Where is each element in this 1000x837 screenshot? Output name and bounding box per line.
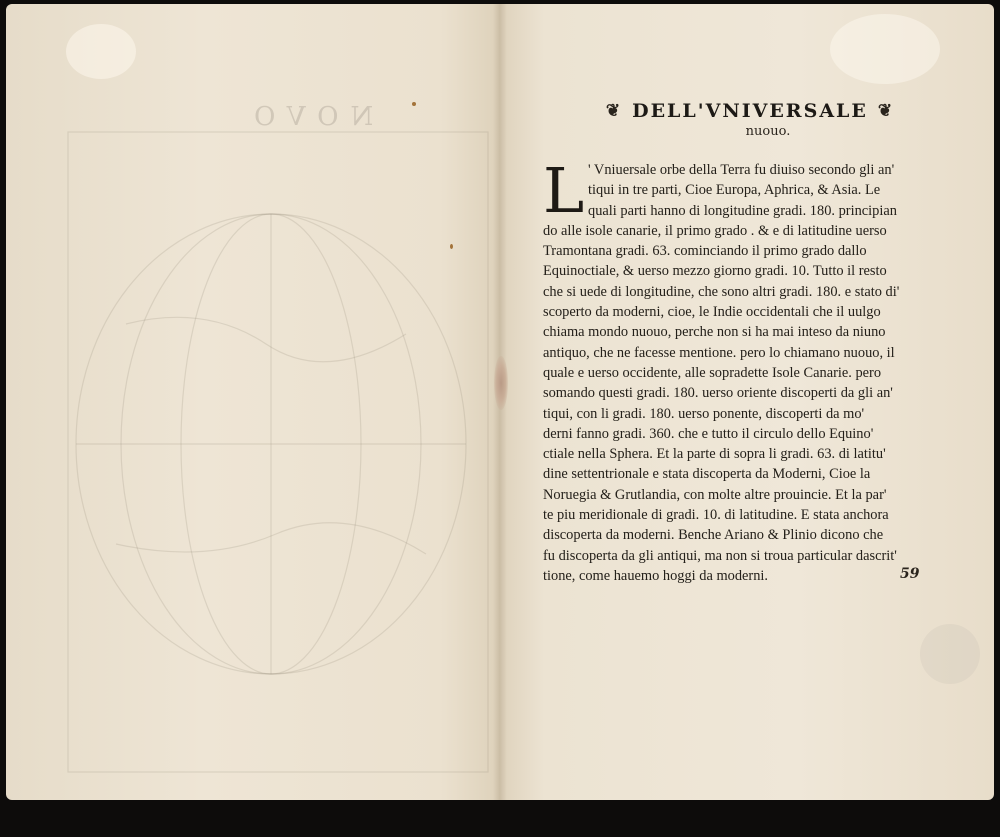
fleuron-left-icon: ❦ xyxy=(605,101,623,121)
text-line: derni fanno gradi. 360. che e tutto il circulo dello Equino' xyxy=(543,425,874,442)
foxing-stain xyxy=(920,624,980,684)
gutter-stain xyxy=(494,356,508,410)
text-line: antiquo, che ne facesse mentione. pero lo chiamano nuouo, il xyxy=(543,344,895,361)
show-through-title: NOVO xyxy=(242,102,374,132)
drop-cap: L xyxy=(543,154,585,227)
text-line: tiqui in tre parti, Cioe Europa, Aphrica, & Asia. Le xyxy=(588,182,881,199)
left-page xyxy=(6,4,500,800)
chapter-title: DELL'VNIVERSALE xyxy=(632,100,868,122)
ink-speck xyxy=(412,102,416,106)
body-text xyxy=(543,154,953,586)
text-line: scoperto da moderni, cioe, le Indie occidentali che il uulgo xyxy=(543,304,881,321)
text-line: fu discoperta da gli antiqui, ma non si troua particular dascrit' xyxy=(543,547,897,564)
text-line: tione, come hauemo hoggi da moderni. xyxy=(543,567,768,584)
foxing-stain xyxy=(66,24,136,79)
chapter-subtitle: nuouo. xyxy=(745,124,791,139)
page-number: 59 xyxy=(900,566,920,582)
text-line: quale e uerso occidente, alle sopradette Isole Canarie. pero xyxy=(543,364,882,381)
text-line: tiqui, con li gradi. 180. uerso ponente, discoperti da mo' xyxy=(543,405,865,422)
text-line: Tramontana gradi. 63. cominciando il primo grado dallo xyxy=(543,243,867,260)
text-line: te piu meridionale di gradi. 10. di latitudine. E stata anchora xyxy=(543,507,889,524)
text-line: Noruegia & Grutlandia, con molte altre prouincie. Et la par' xyxy=(543,486,887,503)
text-line: ' Vniuersale orbe della Terra fu diuiso secondo gli an' xyxy=(588,162,895,178)
text-line: Equinoctiale, & uerso mezzo giorno gradi. 10. Tutto il resto xyxy=(543,263,887,280)
ink-speck xyxy=(450,244,453,249)
chapter-header xyxy=(590,100,910,139)
text-line: discoperta da moderni. Benche Ariano & Plinio dicono che xyxy=(543,527,884,544)
text-line: chiama mondo nuouo, perche non si ha mai inteso da niuno xyxy=(543,324,886,341)
text-line: do alle isole canarie, il primo grado . & e di latitudine uerso xyxy=(543,222,887,239)
text-line: somando questi gradi. 180. uerso oriente discoperti da gli an' xyxy=(543,385,893,402)
foxing-stain xyxy=(830,14,940,84)
text-line: quali parti hanno di longitudine gradi. 180. principian xyxy=(588,202,897,219)
text-line: ctiale nella Sphera. Et la parte di sopra li gradi. 63. di latitu' xyxy=(543,446,886,463)
text-line: dine settentrionale e stata discoperta da Moderni, Cioe la xyxy=(543,466,871,483)
text-line: che si uede di longitudine, che sono altri gradi. 180. e stato di' xyxy=(543,283,900,300)
fleuron-right-icon: ❦ xyxy=(877,101,895,121)
